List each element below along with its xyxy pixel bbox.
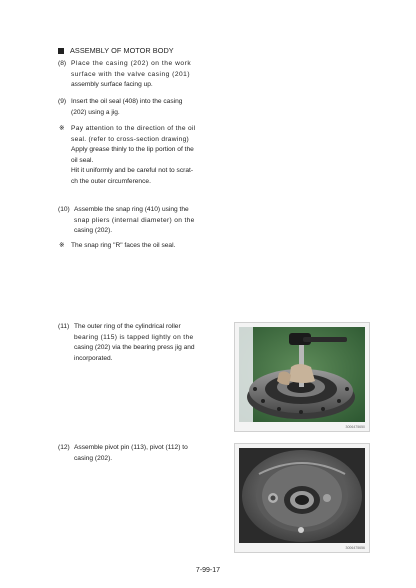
step-text [74,322,206,364]
photo-code: 3006475650 [345,425,365,429]
note-line: The snap ring "R" faces the oil seal. [71,242,176,249]
photo-pivot-assembly [234,443,370,553]
step-line: Assemble the snap ring (410) using the [74,206,189,213]
note-line: Apply grease thinly to the lip portion of the [71,146,194,154]
reference-mark-icon: ※ [59,242,65,249]
note-line: ch the outer circumference. [71,177,151,185]
step-line: Insert the oil seal (408) into the casing [71,98,183,105]
step-line: bearing (115) is tapped lightly on the [74,333,194,341]
step-9 [58,97,206,118]
note-line: Hit it uniformly and be careful not to scrat- [71,167,194,175]
note-text [71,124,206,188]
step-number: (10) [58,206,70,213]
photo-code: 3006475656 [345,546,365,550]
bearing-press-illustration [239,327,365,422]
step-number: (12) [58,444,70,451]
reference-mark-icon: ※ [59,125,65,132]
step-number: (9) [58,98,67,105]
step-line: casing (202). [74,227,113,235]
section-title-text: ASSEMBLY OF MOTOR BODY [70,46,174,55]
step-number: (8) [58,60,67,67]
pivot-casing-illustration [239,448,365,543]
step-number: (11) [58,323,70,330]
note-text [71,241,206,252]
note-line: Pay attention to the direction of the oil [71,125,196,132]
note-oil-seal [58,124,206,188]
step-text [71,59,206,91]
section-bullet-icon [58,48,64,54]
step-12 [58,443,206,464]
step-line: (202) using a jig. [71,108,120,116]
photo-bearing-installation [234,322,370,432]
note-line: seal. (refer to cross-section drawing) [71,135,190,143]
step-line: assembly surface facing up. [71,81,153,89]
step-text [71,97,206,118]
section-title [58,46,174,56]
step-line: The outer ring of the cylindrical roller [74,323,181,330]
step-line: casing (202). [74,454,113,462]
note-snap-ring [58,241,206,252]
step-text [74,443,206,464]
note-line: oil seal. [71,156,94,164]
page-number: 7-99-17 [195,567,221,574]
step-line: snap pliers (internal diameter) on the [74,216,195,224]
step-line: Place the casing (202) on the work [71,60,192,67]
step-line: incorporated. [74,354,113,362]
step-10 [58,205,206,237]
step-line: surface with the valve casing (201) [71,70,191,78]
step-line: casing (202) via the bearing press jig and [74,344,195,352]
step-11 [58,322,206,364]
step-text [74,205,206,237]
step-8 [58,59,206,91]
step-line: Assemble pivot pin (113), pivot (112) to [74,444,188,451]
